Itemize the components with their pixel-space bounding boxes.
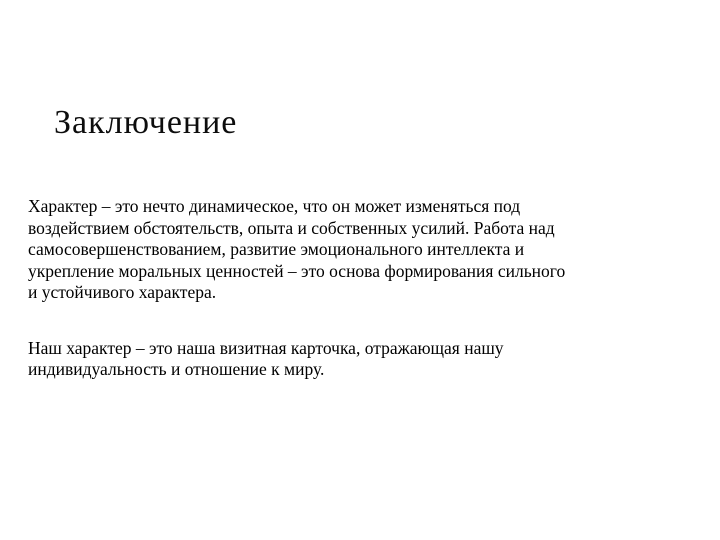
slide-body-text (28, 196, 668, 381)
paragraph-1-line-3: самосовершенствованием, развитие эмоционального интеллекта и (28, 239, 525, 259)
paragraph-1-line-5: и устойчивого характера. (28, 282, 217, 302)
paragraph-1-line-4: укрепление моральных ценностей – это основа формирования сильного (28, 260, 566, 281)
paragraph-2-line-1: Наш характер – это наша визитная карточка, отражающая нашу (28, 337, 504, 358)
paragraph-1-line-2: воздействием обстоятельств, опыта и собственных усилий. Работа над (28, 217, 555, 238)
paragraph-1-line-1: Характер – это нечто динамическое, что он может изменяться под (28, 196, 521, 216)
slide-title: Заключение (54, 104, 238, 141)
paragraph-1 (28, 196, 668, 304)
paragraph-2-line-2: индивидуальность и отношение к миру. (28, 359, 325, 379)
paragraph-2 (28, 338, 668, 381)
